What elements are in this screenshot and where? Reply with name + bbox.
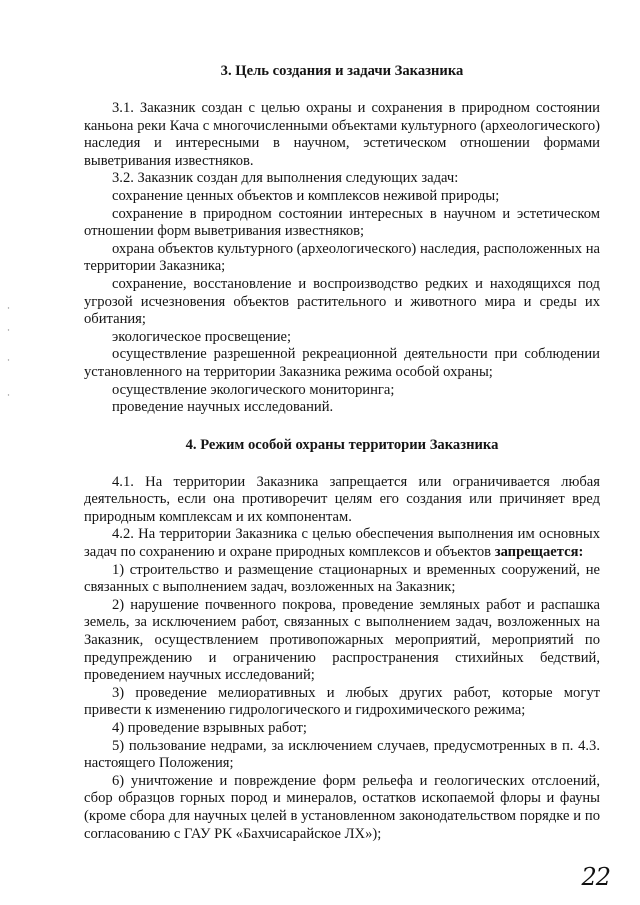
section-4-heading: 4. Режим особой охраны территории Заказника [185,436,499,453]
prohibition-item: 5) пользование недрами, за исключением случаев, предусмотренных в п. 4.3. настоящего Положения; [84,737,600,772]
task-item: проведение научных исследований. [112,399,334,416]
section-3-heading: 3. Цель создания и задачи Заказника [220,63,464,79]
margin-dot [8,307,9,308]
task-item: сохранение ценных объектов и комплексов неживой природы; [112,187,500,204]
task-item: осуществление разрешенной рекреационной деятельности при соблюдении установленного на территории Заказника режима особой охраны; [84,346,600,380]
prohibited-label: запрещается: [494,544,584,561]
task-item: осуществление экологического мониторинга; [112,381,395,398]
paragraph-4-2-text: 4.2. На территории Заказника с целью обеспечения выполнения им основных задач по сохранению и охране природных комплексов и объектов [84,526,600,561]
task-item: экологическое просвещение; [112,328,292,345]
task-item: сохранение в природном состоянии интересных в научном и эстетическом отношении форм выветривания известняков; [84,205,600,240]
handwritten-page-number: 22 [581,863,610,891]
prohibition-item: 2) нарушение почвенного покрова, проведение земляных работ и распашка земель, за исключением работ, связанных с выполнением задач, возложенных на Заказник, осуществлением противопожарных мероприятий, мероприятий по предупреждению и ограничению распространения стихийных бедствий, проведением научных исследований; [84,596,600,684]
paragraph-3-1: 3.1. Заказник создан с целью охраны и сохранения в природном состоянии каньона реки Кача с многочисленными объектами культурного (археологического) наследия и интересными в научном, эстетическом отношении формами выветривания известняков. [84,100,600,169]
prohibition-item: 3) проведение мелиоративных и любых других работ, которые могут привести к изменению гидрологического и гидрохимического режима; [84,684,600,719]
task-item: охрана объектов культурного (археологического) наследия, расположенных на территории Заказника; [84,240,600,275]
prohibition-item: 4) проведение взрывных работ; [112,720,307,736]
margin-dot [8,329,9,330]
paragraph-3-2: 3.2. Заказник создан для выполнения следующих задач: [112,170,459,187]
task-item: сохранение, восстановление и воспроизводство редких и находящихся под угрозой исчезновения объектов растительного и животного мира и среды их обитания; [84,275,600,328]
document-body [84,62,600,843]
paragraph-4-1: 4.1. На территории Заказника запрещается или ограничивается любая деятельность, если она противоречит целям его создания или причиняет вред природным комплексам и их компонентам. [84,473,600,525]
prohibition-item: 6) уничтожение и повреждение форм рельефа и геологических отслоений, сбор образцов горных пород и минералов, остатков ископаемой флоры и фауны (кроме сбора для научных целей в установленном законодательством порядке и по согласованию с ГАУ РК «Бахчисарайское ЛХ»); [84,772,600,842]
prohibition-item: 1) строительство и размещение стационарных и временных сооружений, не связанных с выполнением задач, возложенных на Заказник; [84,561,600,596]
paragraph-4-2 [84,526,600,561]
margin-dot [8,394,9,395]
margin-dots [7,300,10,420]
margin-dot [8,359,9,360]
